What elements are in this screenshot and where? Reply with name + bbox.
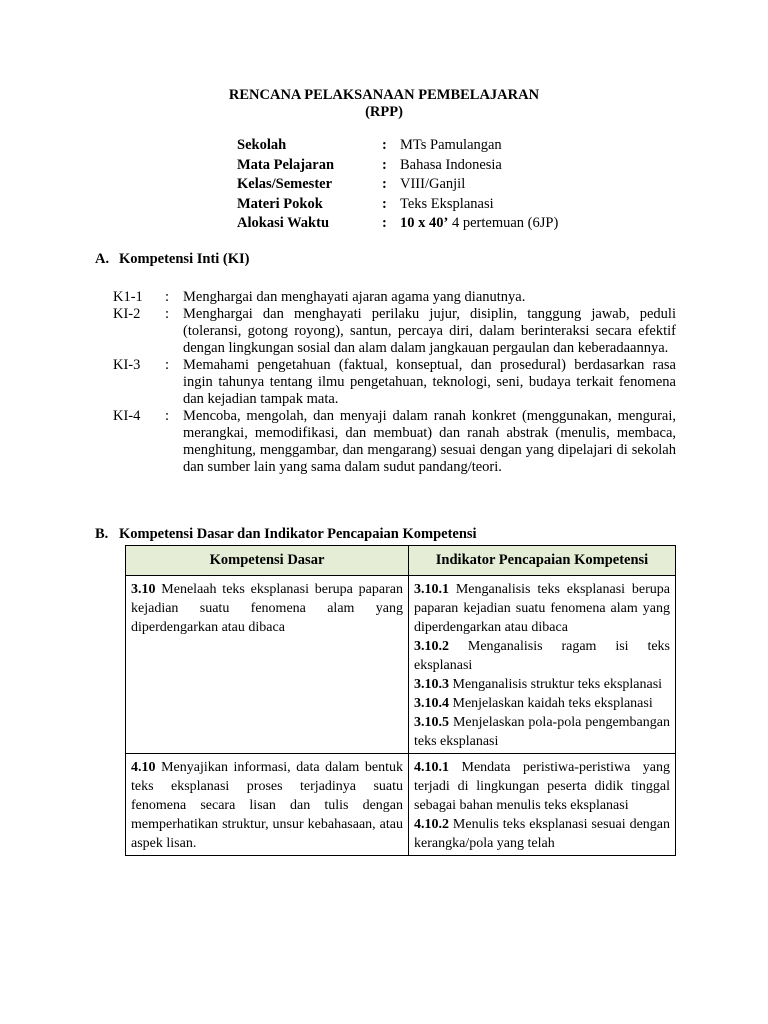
column-header-indikator: Indikator Pencapaian Kompetensi <box>409 546 676 576</box>
indicator-number: 3.10.4 <box>414 696 449 711</box>
section-letter: A. <box>95 251 110 267</box>
indicator-number: 4.10.1 <box>414 760 449 775</box>
info-label: Materi Pokok <box>237 195 323 212</box>
ki-list <box>113 289 676 476</box>
kd-text: Menelaah teks eksplanasi berupa paparan kejadian suatu fenomena alam yang diperdengarkan atau dibaca <box>131 582 403 635</box>
time-allocation-rest: 4 pertemuan (6JP) <box>448 215 559 231</box>
ki-text: Mencoba, mengolah, dan menyaji dalam ranah konkret (menggunakan, mengurai, merangkai, memodifikasi, dan membuat) dan ranah abstrak (menulis, membaca, menghitung, menggambar, dan mengarang) sesuai dengan yang dipelajari di sekolah dan sumber lain yang sama dalam sudut pandang/teori. <box>183 408 676 475</box>
info-label: Sekolah <box>237 137 287 153</box>
table-header-row <box>126 546 676 576</box>
info-colon: : <box>382 156 387 173</box>
ki-item <box>113 289 676 306</box>
ki-item <box>113 306 676 357</box>
ki-code: KI-4 <box>113 408 141 424</box>
info-row-alokasi-waktu <box>237 214 558 234</box>
kd-text: Menyajikan informasi, data dalam bentuk teks eksplanasi proses terjadinya suatu fenomena secara lisan dan tulis dengan memperhatikan struktur, unsur kebahasaan, atau aspek lisan. <box>131 760 403 851</box>
indicator-number: 4.10.2 <box>414 817 449 832</box>
info-value <box>400 214 558 234</box>
competency-table <box>125 545 676 856</box>
indicator-cell <box>409 576 676 754</box>
indicator-item <box>414 815 670 853</box>
section-b-heading <box>95 525 477 543</box>
indicator-text: Menjelaskan pola-pola pengembangan teks eksplanasi <box>414 715 670 749</box>
table-row <box>126 754 676 856</box>
info-row-mata-pelajaran <box>237 156 558 176</box>
kd-cell <box>126 576 409 754</box>
info-colon: : <box>382 137 387 153</box>
section-letter: B. <box>95 526 109 542</box>
indicator-text: Menganalisis ragam isi teks eksplanasi <box>414 639 670 673</box>
indicator-number: 3.10.1 <box>414 582 449 597</box>
ki-text: Memahami pengetahuan (faktual, konseptual, dan prosedural) berdasarkan rasa ingin tahunya tentang ilmu pengetahuan, teknologi, seni, budaya terkait fenomena dan kejadian tampak mata. <box>183 357 676 407</box>
info-row-kelas-semester <box>237 175 558 195</box>
info-label: Alokasi Waktu <box>237 215 330 231</box>
ki-colon: : <box>165 408 170 424</box>
info-label: Kelas/Semester <box>237 176 333 192</box>
document-title: RENCANA PELAKSANAAN PEMBELAJARAN <box>228 87 540 103</box>
section-title: Kompetensi Dasar dan Indikator Pencapaian Kompetensi <box>119 526 477 542</box>
info-colon: : <box>382 176 387 192</box>
identity-block <box>237 136 558 234</box>
indicator-item <box>414 713 670 751</box>
info-value: Teks Eksplanasi <box>400 195 494 212</box>
indicator-text: Menganalisis teks eksplanasi berupa paparan kejadian suatu fenomena alam yang diperdengarkan atau dibaca <box>414 582 670 635</box>
indicator-cell <box>409 754 676 856</box>
indicator-text: Menganalisis struktur teks eksplanasi <box>449 677 663 692</box>
section-title: Kompetensi Inti (KI) <box>119 251 250 267</box>
indicator-item <box>414 694 670 713</box>
info-colon: : <box>382 215 387 231</box>
document-subtitle: (RPP) <box>365 104 403 120</box>
kd-number: 3.10 <box>131 582 156 597</box>
ki-code: K1-1 <box>113 289 143 305</box>
ki-colon: : <box>165 306 170 322</box>
table-row <box>126 576 676 754</box>
indicator-item <box>414 758 670 815</box>
ki-code: KI-2 <box>113 306 141 322</box>
ki-item <box>113 357 676 408</box>
indicator-number: 3.10.5 <box>414 715 449 730</box>
indicator-number: 3.10.2 <box>414 639 449 654</box>
ki-item <box>113 408 676 476</box>
indicator-text: Mendata peristiwa-peristiwa yang terjadi di lingkungan peserta didik tinggal sebagai bahan menulis teks eksplanasi <box>414 760 670 813</box>
indicator-item <box>414 580 670 637</box>
info-row-materi-pokok <box>237 195 558 215</box>
ki-code: KI-3 <box>113 357 141 373</box>
indicator-text: Menjelaskan kaidah teks eksplanasi <box>449 696 653 711</box>
indicator-item <box>414 675 670 694</box>
info-value: MTs Pamulangan <box>400 137 502 153</box>
indicator-item <box>414 637 670 675</box>
ki-colon: : <box>165 289 170 305</box>
column-header-kompetensi-dasar: Kompetensi Dasar <box>126 546 409 576</box>
ki-text: Menghargai dan menghayati perilaku jujur, disiplin, tanggung jawab, peduli (toleransi, gotong royong), santun, percaya diri, dalam berinteraksi secara efektif dengan lingkungan sosial dan alam dalam jangkauan pergaulan dan keberadaannya. <box>183 306 676 356</box>
info-colon: : <box>382 195 387 212</box>
indicator-text: Menulis teks eksplanasi sesuai dengan kerangka/pola yang telah <box>414 817 670 851</box>
time-allocation-bold: 10 x 40’ <box>400 215 449 231</box>
ki-text: Menghargai dan menghayati ajaran agama yang dianutnya. <box>183 289 526 305</box>
ki-colon: : <box>165 357 170 373</box>
info-value: VIII/Ganjil <box>400 176 466 192</box>
kd-cell <box>126 754 409 856</box>
info-value: Bahasa Indonesia <box>400 156 502 173</box>
kd-number: 4.10 <box>131 760 156 775</box>
info-label: Mata Pelajaran <box>237 156 335 173</box>
info-row-sekolah <box>237 136 558 156</box>
indicator-number: 3.10.3 <box>414 677 449 692</box>
section-a-heading <box>95 250 250 268</box>
